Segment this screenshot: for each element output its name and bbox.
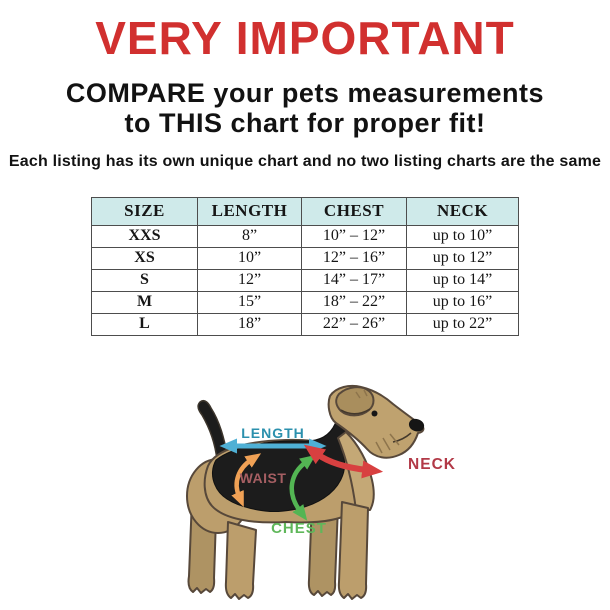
- cell-length: 8”: [198, 226, 302, 248]
- cell-chest: 10” – 12”: [302, 226, 407, 248]
- cell-chest: 14” – 17”: [302, 270, 407, 292]
- table-row: [92, 226, 519, 248]
- cell-chest: 22” – 26”: [302, 314, 407, 336]
- col-header-size: SIZE: [92, 198, 198, 226]
- size-chart-table: [91, 197, 519, 336]
- length-label: LENGTH: [241, 425, 305, 442]
- cell-length: 12”: [198, 270, 302, 292]
- waist-label: WAIST: [239, 470, 287, 487]
- chest-label: CHEST: [271, 520, 327, 538]
- cell-length: 15”: [198, 292, 302, 314]
- dog-eye: [372, 411, 378, 417]
- cell-length: 18”: [198, 314, 302, 336]
- cell-size: M: [92, 292, 198, 314]
- dog-front-leg-near: [339, 502, 368, 599]
- col-header-length: LENGTH: [198, 198, 302, 226]
- cell-neck: up to 16”: [407, 292, 519, 314]
- dog-hind-leg-near: [226, 522, 256, 599]
- cell-neck: up to 22”: [407, 314, 519, 336]
- table-row: [92, 314, 519, 336]
- cell-neck: up to 12”: [407, 248, 519, 270]
- page-title: VERY IMPORTANT: [95, 12, 515, 64]
- table-row: [92, 248, 519, 270]
- dog-measurement-illustration: [178, 380, 488, 610]
- subtitle: [0, 78, 610, 138]
- cell-length: 10”: [198, 248, 302, 270]
- cell-chest: 18” – 22”: [302, 292, 407, 314]
- measurement-diagram: [0, 380, 610, 610]
- cell-neck: up to 10”: [407, 226, 519, 248]
- cell-size: L: [92, 314, 198, 336]
- cell-size: XS: [92, 248, 198, 270]
- cell-chest: 12” – 16”: [302, 248, 407, 270]
- table-row: [92, 270, 519, 292]
- subtitle-line2: to THIS chart for proper fit!: [124, 108, 486, 139]
- subtitle-line1: COMPARE your pets measurements: [65, 78, 545, 109]
- table-header: [92, 198, 519, 226]
- cell-size: XXS: [92, 226, 198, 248]
- col-header-chest: CHEST: [302, 198, 407, 226]
- table-row: [92, 292, 519, 314]
- cell-neck: up to 14”: [407, 270, 519, 292]
- uniqueness-note: Each listing has its own unique chart and no two listing charts are the same: [8, 153, 602, 171]
- col-header-neck: NECK: [407, 198, 519, 226]
- neck-label: NECK: [408, 456, 456, 474]
- cell-size: S: [92, 270, 198, 292]
